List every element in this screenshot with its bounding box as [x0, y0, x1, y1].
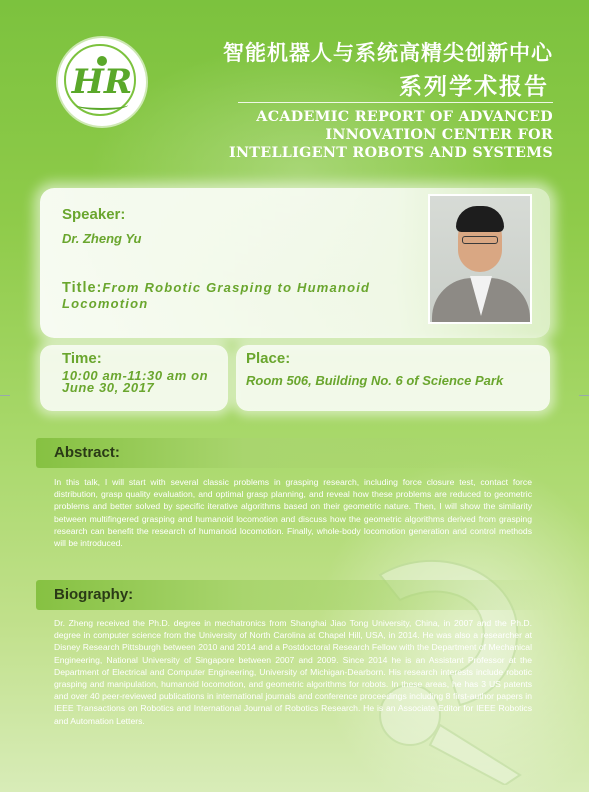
title-value: From Robotic Grasping to Humanoid Locomotion — [62, 280, 371, 311]
place-label: Place: — [246, 350, 291, 367]
speaker-name: Dr. Zheng Yu — [62, 231, 142, 246]
logo-arc — [76, 100, 128, 110]
biography-text: Dr. Zheng received the Ph.D. degree in mechatronics from Shanghai Jiao Tong University, China, in 2007 and the Ph.D. degree in computer science from the University of North Carolina at Chapel Hill, USA, in 2014. He was also a researcher at Disney Research Pittsburgh between 2010 and 2014 and a Postdoctoral Research Fellow with the Department of Mechanical Engineering, National University of Singapore between 2007 and 2009. Since 2014 he is an Assistant Professor at the Department of Electrical and Computer Engineering, University of Michigan-Dearborn. His research interests include robotic grasping and manipulation, humanoid locomotion, and geometric algorithms for robots. In these areas, he has 3 US patents and over 40 peer-reviewed publications in international journals and conference proceedings including 8 first-author papers in IEEE Transactions on Robotics and International Journal of Robotics Research. He is an Associate Editor for IEEE Robotics and Automation Letters. — [54, 618, 532, 726]
center-logo — [58, 38, 146, 126]
center-title-english: ACADEMIC REPORT OF ADVANCED INNOVATION CENTER FOR INTELLIGENT ROBOTS AND SYSTEMS — [228, 109, 553, 161]
place-card — [236, 345, 550, 411]
abstract-label: Abstract: — [54, 444, 120, 461]
photo-hair — [456, 206, 504, 232]
biography-label: Biography: — [54, 586, 134, 603]
time-value: 10:00 am-11:30 am on June 30, 2017 — [62, 368, 209, 395]
photo-glasses — [462, 236, 498, 244]
crop-mark — [0, 395, 10, 396]
biography-header — [36, 580, 556, 610]
talk-title — [62, 280, 412, 312]
header-divider — [238, 102, 553, 103]
time-label: Time: — [62, 350, 102, 367]
title-label: Title: — [62, 280, 103, 296]
logo-monogram: HR — [71, 62, 133, 102]
abstract-header — [36, 438, 556, 468]
speaker-label: Speaker: — [62, 206, 126, 223]
abstract-text: In this talk, I will start with several classic problems in grasping research, including force closure test, contact force distribution, grasp quality evaluation, and optimal grasp planning, and reveal how these problems are reduced to geometric problems and better solved by specific iterative algorithms based on their geometric nature. Then, I will show the similarity between multifingered grasping and humanoid locomotion and discuss how the geometric algorithms derived from grasping research can benefit the research of humanoid locomotion. Finally, whole-body locomotion generation and control methods will be introduced. — [54, 477, 532, 549]
speaker-photo — [428, 194, 532, 324]
speaker-card — [40, 188, 550, 338]
place-value: Room 506, Building No. 6 of Science Park — [246, 373, 504, 388]
center-title-chinese: 智能机器人与系统高精尖创新中心 — [223, 41, 553, 65]
time-card — [40, 345, 228, 411]
report-series-title: 系列学术报告 — [399, 74, 549, 100]
crop-mark — [579, 395, 589, 396]
